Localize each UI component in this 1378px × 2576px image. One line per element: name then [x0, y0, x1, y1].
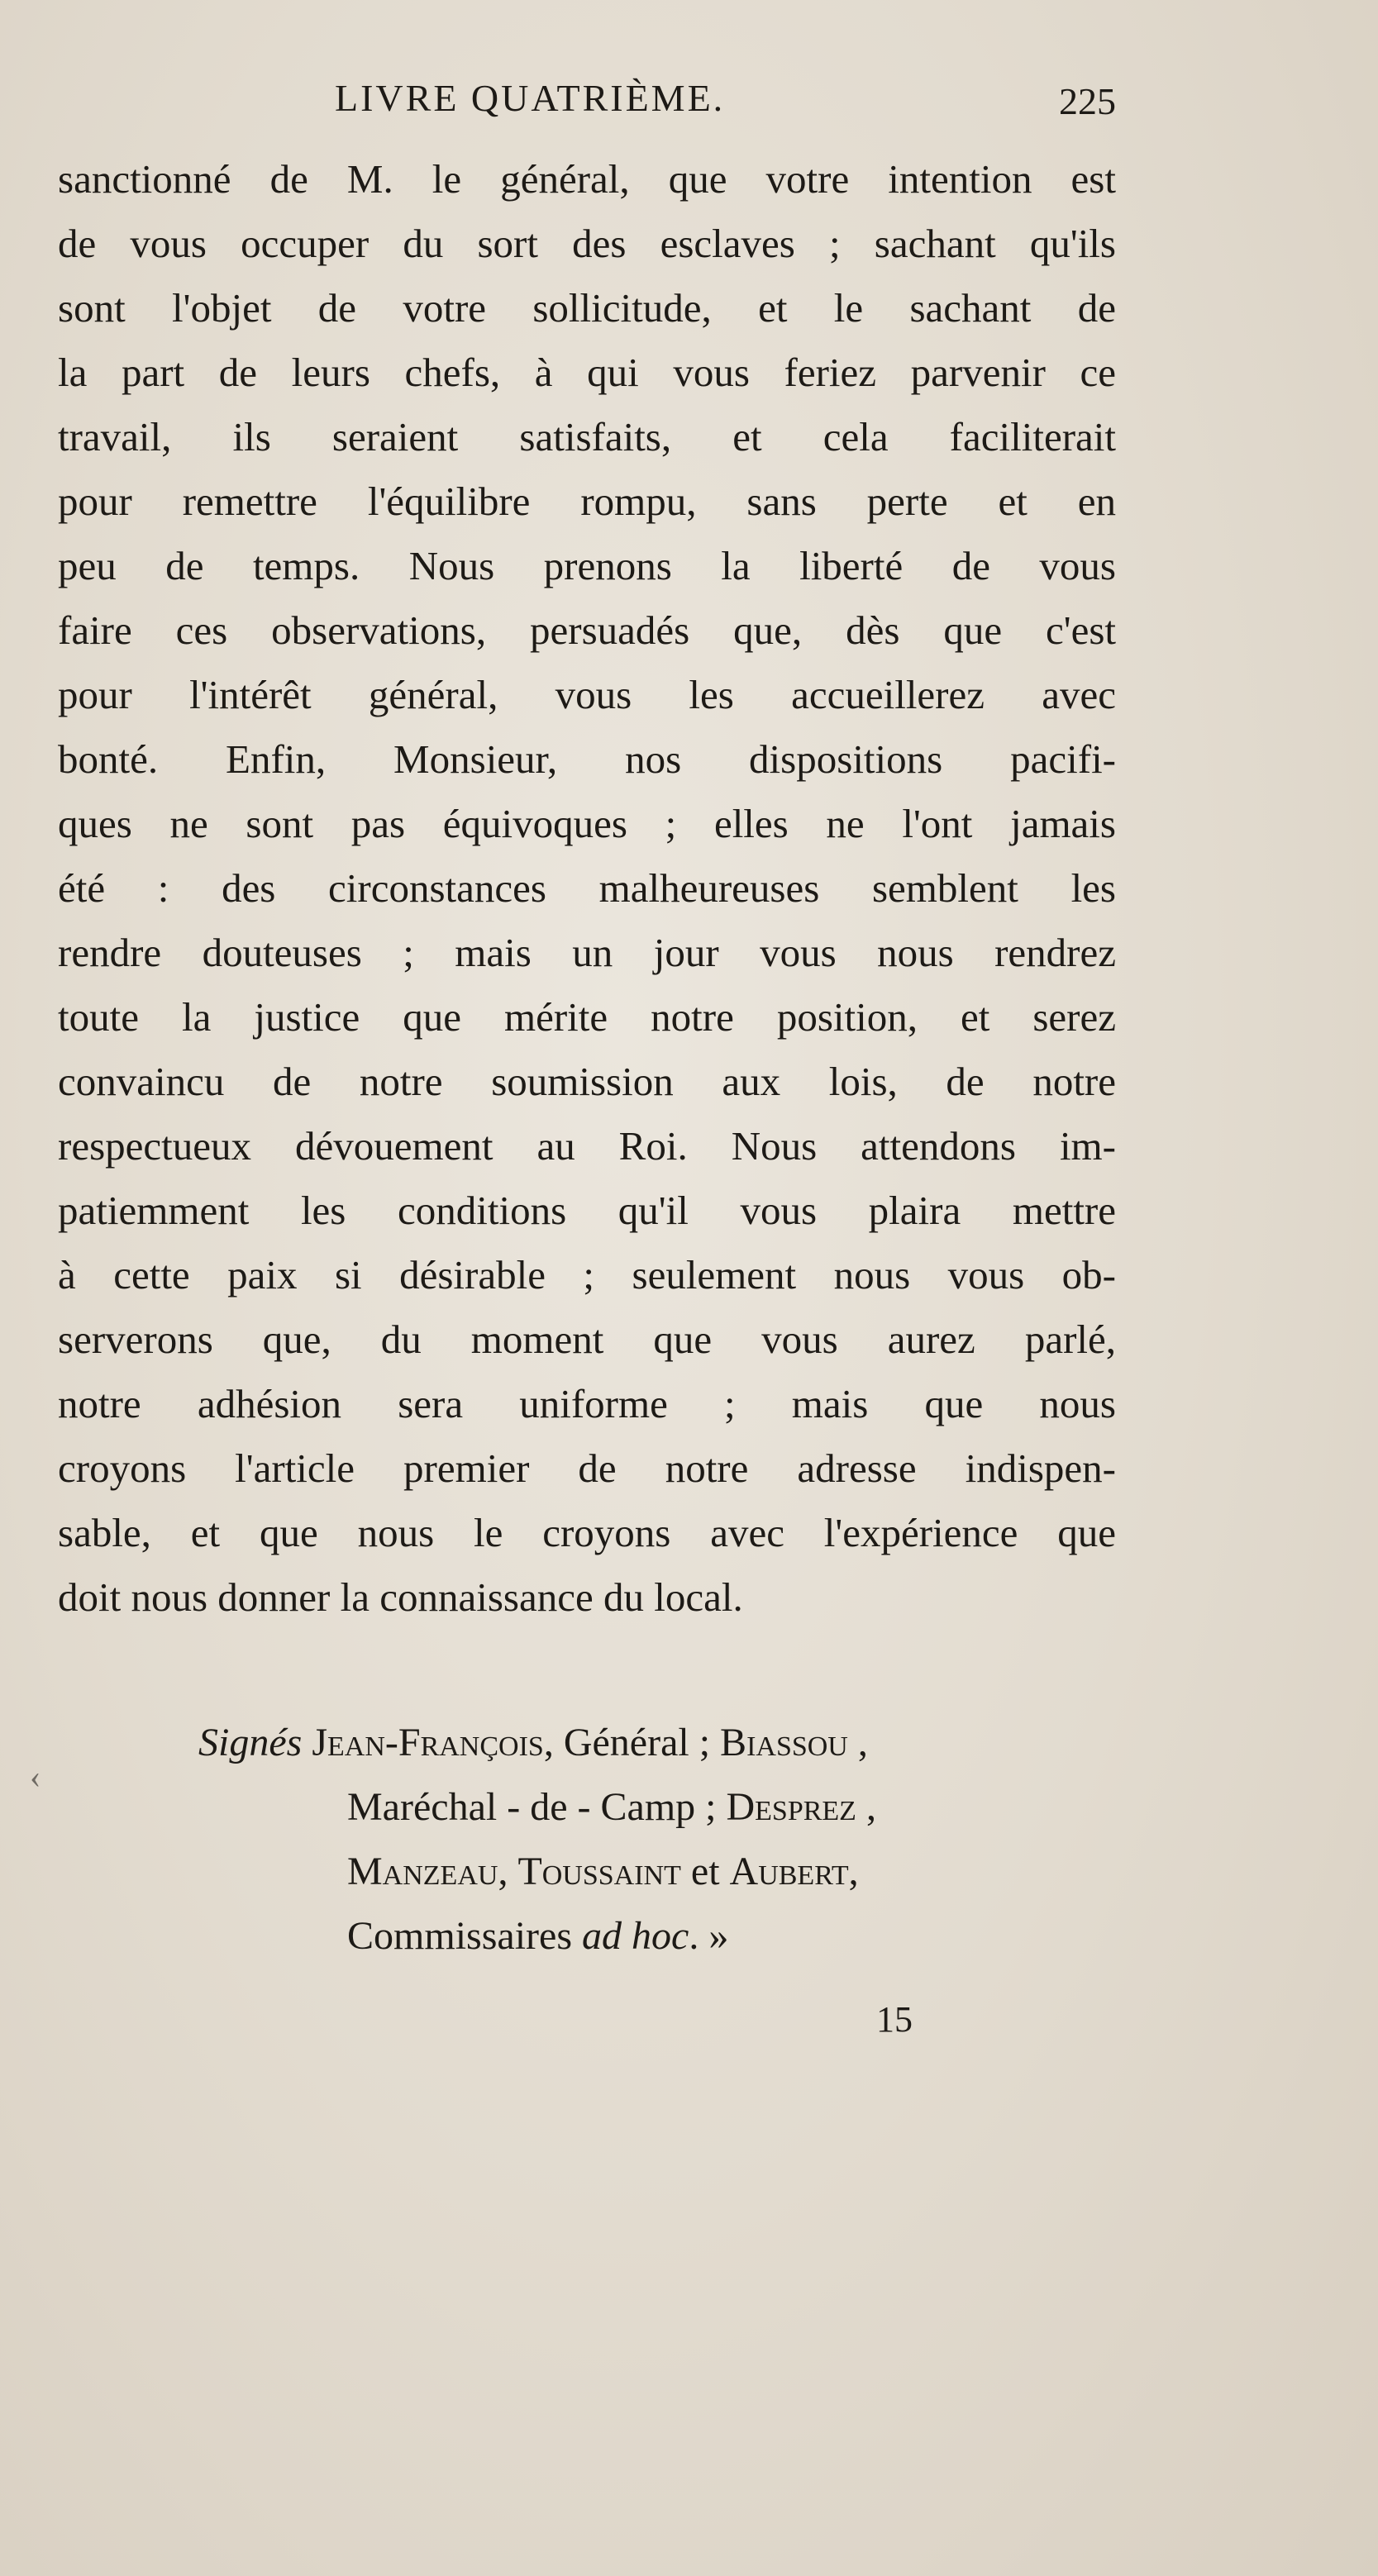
punctuation: ,	[848, 1850, 859, 1893]
closing-quote: . »	[689, 1914, 729, 1958]
conjunction: et	[680, 1850, 730, 1893]
punctuation: ,	[498, 1850, 518, 1893]
signatory-role: Maréchal - de - Camp ;	[347, 1785, 727, 1829]
text-line: croyons l'article premier de notre adresse indispen-	[58, 1445, 1116, 1491]
page-number: 225	[1059, 80, 1116, 122]
text-line: respectueux dévouement au Roi. Nous attendons im-	[58, 1123, 1116, 1169]
signature-line	[198, 1711, 1108, 1775]
ad-hoc: ad hoc	[582, 1914, 689, 1958]
chapter-title: LIVRE QUATRIÈME.	[335, 77, 726, 119]
signature-mark: 15	[876, 1999, 913, 2040]
text-line: de vous occuper du sort des esclaves ; sachant qu'ils	[58, 221, 1116, 266]
text-line: serverons que, du moment que vous aurez parlé,	[58, 1317, 1116, 1362]
text-line: pour l'intérêt général, vous les accueillerez avec	[58, 672, 1116, 717]
signature-block	[198, 1711, 1108, 1969]
text-line: sont l'objet de votre sollicitude, et le sachant de	[58, 285, 1116, 331]
punctuation: ,	[857, 1721, 868, 1764]
punctuation: ,	[865, 1785, 876, 1829]
text-line: bonté. Enfin, Monsieur, nos dispositions pacifi-	[58, 736, 1116, 782]
text-line: sanctionné de M. le général, que votre intention est	[58, 156, 1116, 202]
signatory-name: Aubert	[729, 1850, 849, 1893]
text-line: convaincu de notre soumission aux lois, de notre	[58, 1059, 1116, 1104]
margin-smudge: ‹	[30, 1758, 41, 1795]
signed-label: Signés	[198, 1721, 303, 1764]
signatory-name: Jean-François	[312, 1721, 544, 1764]
text-line: faire ces observations, persuadés que, dès que c'est	[58, 607, 1116, 653]
body-text	[58, 147, 1116, 1630]
signatory-name: Manzeau	[347, 1850, 498, 1893]
text-line: à cette paix si désirable ; seulement nous vous ob-	[58, 1252, 1116, 1298]
text-line: pour remettre l'équilibre rompu, sans perte et en	[58, 479, 1116, 524]
text-line: patiemment les conditions qu'il vous plaira mettre	[58, 1188, 1116, 1233]
signature-line	[198, 1775, 1108, 1840]
signatory-name: Biassou	[720, 1721, 848, 1764]
running-head	[58, 76, 1116, 134]
signatory-role: , Général ;	[543, 1721, 721, 1764]
text-line: toute la justice que mérite notre position, et serez	[58, 994, 1116, 1040]
text-line: ques ne sont pas équivoques ; elles ne l'ont jamais	[58, 801, 1116, 846]
signatory-name: Toussaint	[517, 1850, 681, 1893]
text-line: doit nous donner la connaissance du local.	[58, 1574, 743, 1620]
text-line: rendre douteuses ; mais un jour vous nous rendrez	[58, 930, 1116, 975]
signature-line	[198, 1840, 1108, 1904]
signature-line	[198, 1904, 1108, 1969]
text-line: travail, ils seraient satisfaits, et cela faciliterait	[58, 414, 1116, 459]
signatory-name: Desprez	[726, 1785, 856, 1829]
text-line: la part de leurs chefs, à qui vous feriez parvenir ce	[58, 350, 1116, 395]
text-line: été : des circonstances malheureuses semblent les	[58, 865, 1116, 911]
text-line: peu de temps. Nous prenons la liberté de vous	[58, 543, 1116, 588]
text-line: notre adhésion sera uniforme ; mais que nous	[58, 1381, 1116, 1426]
text-line: sable, et que nous le croyons avec l'expérience que	[58, 1510, 1116, 1555]
signatory-role: Commissaires	[347, 1914, 582, 1958]
